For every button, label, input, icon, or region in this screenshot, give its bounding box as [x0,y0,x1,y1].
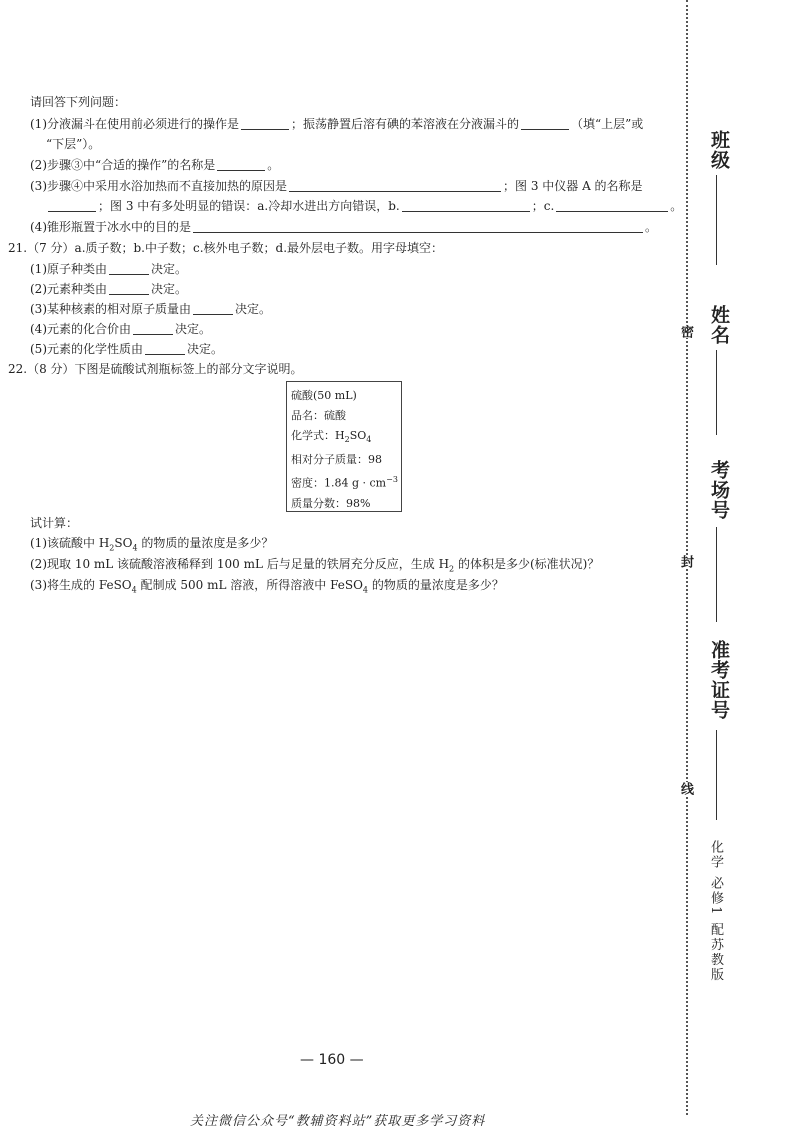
subject-text: 化学 必修1 配苏教版 [708,840,723,983]
q20-2: (2)步骤③中“合适的操作”的名称是 。 [30,158,280,172]
answer-blank[interactable] [217,158,265,171]
calc-heading: 试计算： [30,516,79,530]
q20-1-line1: (1)分液漏斗在使用前必须进行的操作是 ；振荡静置后溶有碘的苯溶液在分液漏斗的 （填“上层”或 [30,117,644,131]
answer-blank[interactable] [241,117,289,130]
answer-blank[interactable] [556,199,668,212]
answer-blank[interactable] [193,302,233,315]
room-label: 考场号 [708,460,730,520]
seal-mark-mi: 密 [678,325,693,338]
label-line: 品名：硫酸 [291,409,346,422]
ticket-label: 准考证号 [708,640,730,720]
answer-blank[interactable] [402,199,530,212]
class-underline [716,175,717,265]
label-line: 相对分子质量：98 [291,453,382,467]
class-label: 班级 [708,130,730,170]
name-underline [716,350,717,435]
answer-blank[interactable] [521,117,569,130]
q20-3-line2: ；图 3 中有多处明显的错误：a.冷却水进出方向错误，b. ；c. 。 [46,198,682,214]
answer-blank[interactable] [109,262,149,275]
intro-text: 请回答下列问题： [30,95,127,109]
seal-mark-feng: 封 [678,555,693,568]
q21-2: (2)元素种类由 决定。 [30,282,188,296]
q21-1: (1)原子种类由 决定。 [30,262,188,276]
q22-2: (2)现取 10 mL 该硫酸溶液稀释到 100 mL 后与足量的铁屑充分反应，生成 $H_2$ 的体积是多少(标准状况)？ [30,557,600,574]
name-label: 姓名 [708,305,730,345]
seal-mark-xian: 线 [678,782,693,795]
footer-note: 关注微信公众号“教辅资料站”获取更多学习资料 [190,1114,486,1129]
reagent-label [286,381,402,512]
answer-blank[interactable] [109,282,149,295]
q21-3: (3)某种核素的相对原子质量由 决定。 [30,302,272,316]
ticket-underline [716,730,717,820]
answer-blank[interactable] [133,322,173,335]
label-line: 密度：1.84 $g \cdot cm^{-3}$ [291,475,398,490]
q20-1-line2: “下层”）。 [46,137,101,151]
answer-blank[interactable] [289,179,501,192]
label-line: 硫酸(50 mL) [291,389,357,402]
answer-blank[interactable] [145,342,185,355]
q22-1: (1)该硫酸中 $H_2SO_4$ 的物质的量浓度是多少？ [30,536,274,553]
q20-4: (4)锥形瓶置于冰水中的目的是 。 [30,220,658,234]
q21-heading: 21.（7 分）a.质子数；b.中子数；c.核外电子数；d.最外层电子数。用字母填空： [8,241,444,255]
q21-5: (5)元素的化学性质由 决定。 [30,342,224,356]
q22-heading: 22.（8 分）下图是硫酸试剂瓶标签上的部分文字说明。 [8,362,303,376]
label-line: 化学式：$H_2SO_4$ [291,429,372,445]
room-underline [716,527,717,622]
q20-3-line1: (3)步骤④中采用水浴加热而不直接加热的原因是 ；图 3 中仪器 A 的名称是 [30,179,643,193]
q21-4: (4)元素的化合价由 决定。 [30,322,212,336]
answer-blank[interactable] [193,220,643,233]
page-number: — 160 — [300,1052,364,1068]
label-line: 质量分数：98% [291,496,371,510]
q22-3: (3)将生成的 FeSO$_4$ 配制成 500 mL 溶液，所得溶液中 FeSO$_4$ 的物质的量浓度是多少？ [30,578,504,595]
answer-blank[interactable] [48,199,96,212]
